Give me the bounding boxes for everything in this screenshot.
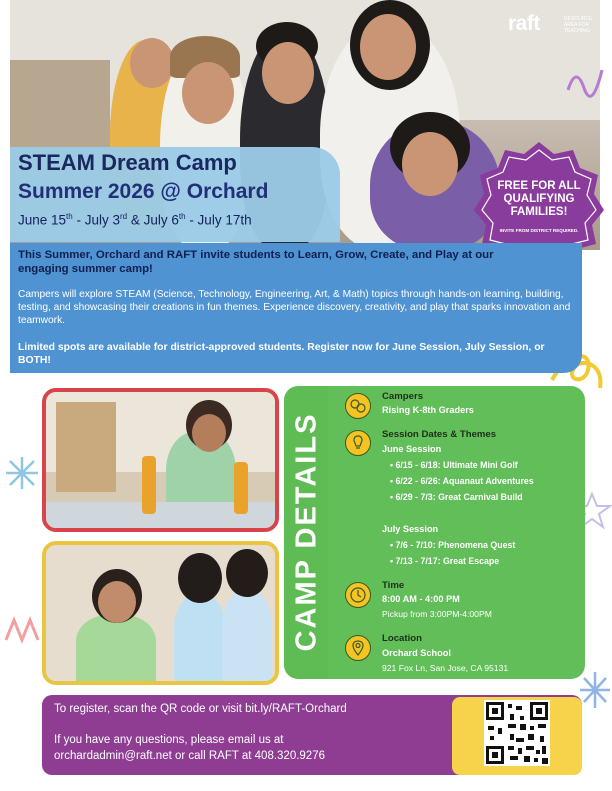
raft-logo — [508, 12, 608, 40]
squiggle-decoration — [566, 60, 606, 100]
kids-faces-icon — [345, 393, 371, 419]
june-item-3: • 6/29 - 7/3: Great Carnival Build — [390, 492, 523, 502]
clock-icon — [345, 582, 371, 608]
campers-value: Rising K-8th Graders — [382, 405, 474, 415]
july-item-2: • 7/13 - 7/17: Great Escape — [390, 556, 500, 566]
location-address: 921 Fox Ln, San Jose, CA 95131 — [382, 663, 509, 673]
qr-code[interactable] — [484, 700, 550, 766]
badge-text: FREE FOR ALL QUALIFYING FAMILIES! — [497, 180, 581, 218]
july-session-label: July Session — [382, 524, 439, 534]
map-pin-icon — [345, 635, 371, 661]
june-item-1: • 6/15 - 6/18: Ultimate Mini Golf — [390, 460, 518, 470]
camp-subtitle: Summer 2026 @ Orchard — [18, 180, 269, 203]
sessions-label: Session Dates & Themes — [382, 429, 497, 440]
zigzag-decoration — [4, 610, 44, 650]
contact-text: orchardadmin@raft.net or call RAFT at 408.320.9276 — [54, 750, 325, 762]
campers-label: Campers — [382, 391, 424, 402]
questions-text: If you have any questions, please email us at — [54, 734, 284, 746]
intro-headline: This Summer, Orchard and RAFT invite students to Learn, Grow, Create, and Play at our engaging summer camp! — [18, 249, 494, 275]
register-text: To register, scan the QR code or visit bit.ly/RAFT-Orchard — [54, 703, 347, 715]
camp-dates: June 15th - July 3rd & July 6th - July 17th — [18, 212, 252, 228]
logo-word: raft — [508, 12, 540, 35]
intro-note: Limited spots are available for district-approved students. Register now for June Session, July Session, or BOTH! — [18, 342, 545, 366]
location-name: Orchard School — [382, 648, 451, 658]
lightbulb-icon — [345, 430, 371, 456]
time-value: 8:00 AM - 4:00 PM — [382, 594, 460, 604]
intro-body: Campers will explore STEAM (Science, Technology, Engineering, Art, & Math) topics through hands-on learning, building, testing, and showcasing their creations in fun themes. Experience discovery, creativity, and play that sparks innovation and teamwork. — [18, 289, 571, 326]
star-decoration — [4, 455, 40, 491]
camp-details-label: CAMP DETAILS — [290, 412, 323, 652]
camp-photo-building — [42, 388, 279, 532]
june-session-label: June Session — [382, 444, 442, 454]
sparkle-decoration — [578, 670, 612, 710]
badge-subtext: INVITE FROM DISTRICT REQUIRED. — [499, 228, 579, 233]
logo-subtitle: RESOURCE AREA FOR TEACHING — [564, 16, 593, 34]
camp-photo-teacher — [42, 541, 279, 685]
june-item-2: • 6/22 - 6/26: Aquanaut Adventures — [390, 476, 534, 486]
pickup-time: Pickup from 3:00PM-4:00PM — [382, 609, 492, 619]
location-label: Location — [382, 633, 422, 644]
camp-title: STEAM Dream Camp — [18, 150, 237, 175]
july-item-1: • 7/6 - 7/10: Phenomena Quest — [390, 540, 516, 550]
time-label: Time — [382, 580, 405, 591]
